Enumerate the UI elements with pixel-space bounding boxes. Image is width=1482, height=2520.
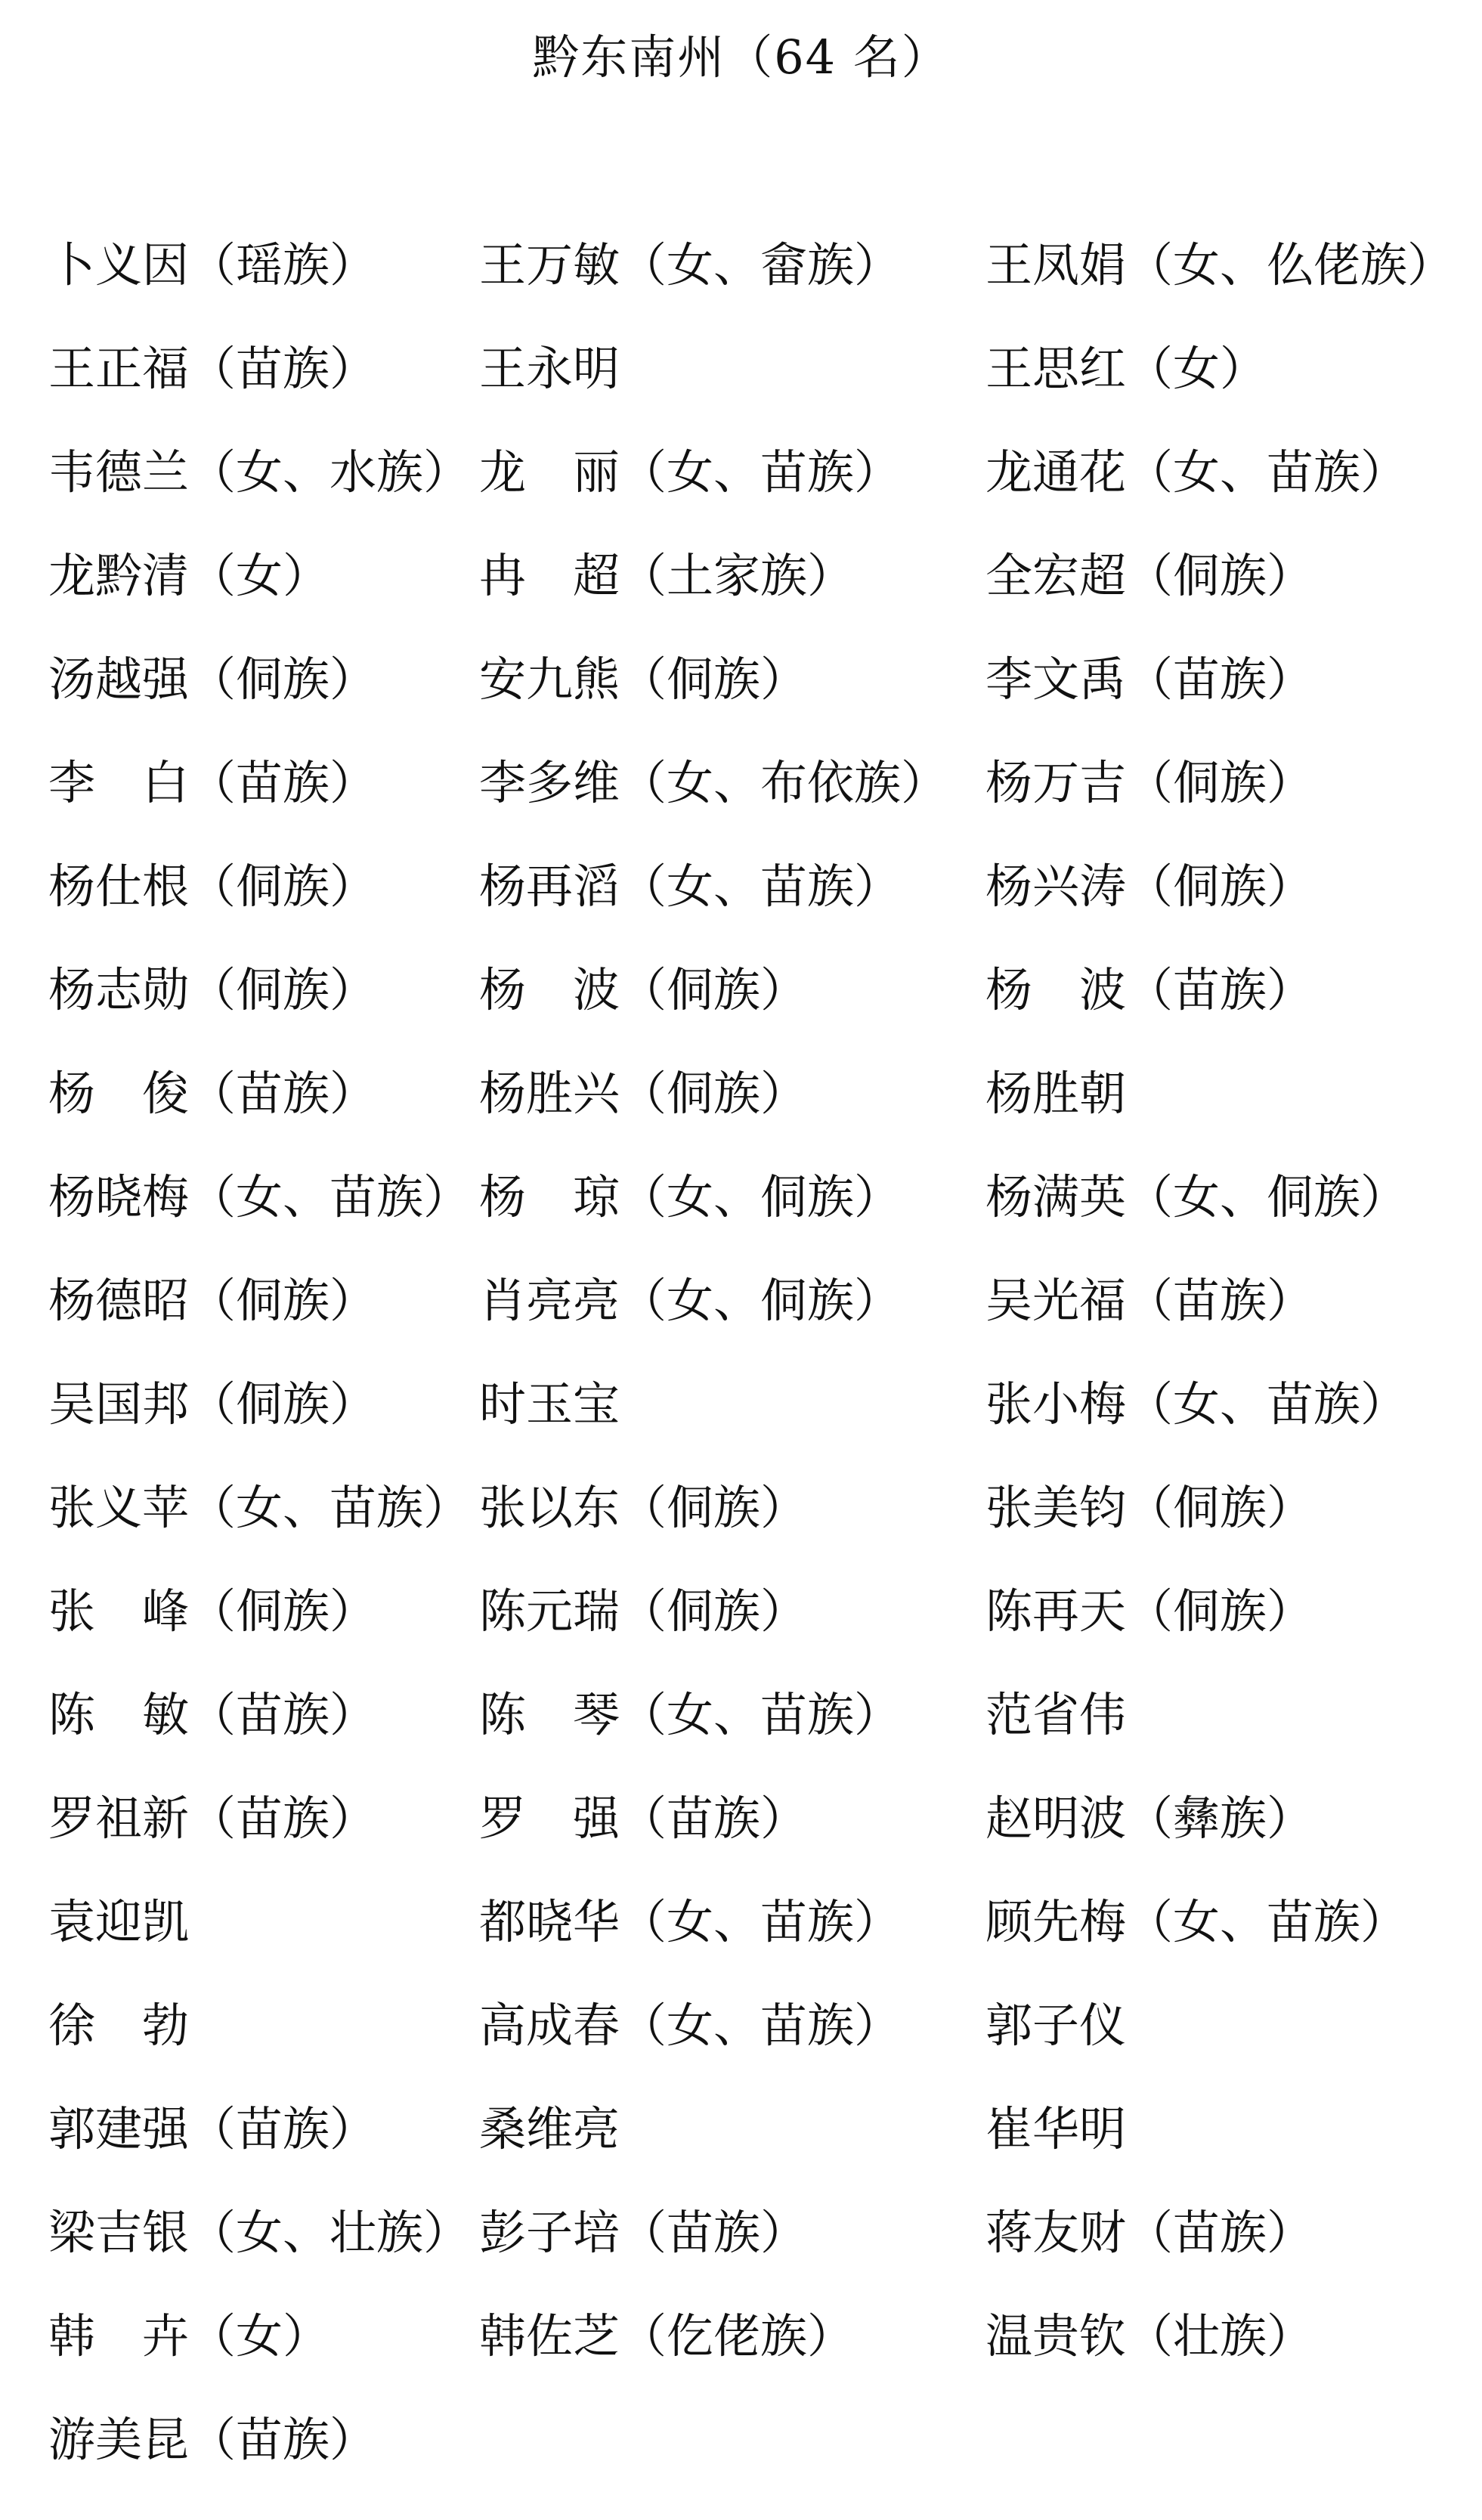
name-entry: 杨德昭（侗族）: [48, 1273, 377, 1328]
name-entry: 杨 琼（女、侗族）: [479, 1169, 902, 1224]
name-entry: 陈元瑞（侗族）: [479, 1584, 808, 1639]
name-entry: 张小梅（女、苗族）: [985, 1376, 1408, 1432]
page-title: 黔东南州（64 名）: [532, 29, 950, 85]
name-entry: 冉 超（土家族）: [479, 548, 855, 603]
name-row: [48, 962, 1454, 1070]
name-entry: 张义苹（女、苗族）: [48, 1480, 471, 1535]
name-entry: 杨再滔（女、苗族）: [479, 859, 902, 914]
name-row: [48, 2308, 1454, 2416]
name-entry: 高成春（女、苗族）: [479, 1998, 902, 2053]
name-row: [48, 2101, 1454, 2209]
name-row: [48, 1066, 1454, 1174]
name-entry: 赵明波（彝族）: [985, 1791, 1314, 1846]
name-entry: 杨志勋（侗族）: [48, 962, 377, 1017]
name-entry: 李文禹（苗族）: [985, 652, 1314, 707]
name-entry: 罗祖新（苗族）: [48, 1791, 377, 1846]
name-entry: 杨胜兴（侗族）: [479, 1066, 808, 1121]
name-row: [48, 444, 1454, 553]
name-entry: 王正福（苗族）: [48, 341, 377, 396]
name-entry: 张以东（侗族）: [479, 1480, 808, 1535]
name-row: [48, 1273, 1454, 1381]
name-entry: 游美昆（苗族）: [48, 2412, 377, 2467]
name-row: [48, 755, 1454, 863]
name-entry: 崔华明: [985, 2101, 1127, 2156]
name-entry: 梁吉银（女、壮族）: [48, 2205, 471, 2260]
name-row: [48, 1687, 1454, 1795]
name-entry: 温贵钦（壮族）: [985, 2308, 1314, 2364]
name-entry: 罗 强（苗族）: [479, 1791, 808, 1846]
name-entry: 袁迎凯: [48, 1894, 190, 1949]
name-row: [48, 859, 1454, 967]
name-entry: 吴光福（苗族）: [985, 1273, 1314, 1328]
name-entry: 张美钧（侗族）: [985, 1480, 1314, 1535]
name-row: [48, 652, 1454, 760]
name-entry: 肖亮亮（女、侗族）: [479, 1273, 902, 1328]
name-entry: 杨 波（苗族）: [985, 962, 1314, 1017]
name-row: [48, 1791, 1454, 1899]
name-entry: 杨万吉（侗族）: [985, 755, 1314, 810]
name-entry: 桑维亮: [479, 2101, 620, 2156]
name-entry: 王思红（女）: [985, 341, 1267, 396]
name-row: [48, 1376, 1454, 1484]
name-entry: 杨晓梅（女、苗族）: [48, 1169, 471, 1224]
name-entry: 龙黔清（女）: [48, 548, 330, 603]
name-row: [48, 2412, 1454, 2520]
name-entry: 陈再天（侗族）: [985, 1584, 1314, 1639]
name-entry: 李多维（女、布依族）: [479, 755, 948, 810]
name-entry: 郭建强（苗族）: [48, 2101, 377, 2156]
name-entry: 韦德兰（女、水族）: [48, 444, 471, 500]
name-entry: 杨 波（侗族）: [479, 962, 808, 1017]
name-row: [48, 1480, 1454, 1588]
name-entry: 时玉宝: [479, 1376, 620, 1432]
name-row: [48, 2205, 1454, 2313]
name-entry: 王万敏（女、畲族）: [479, 237, 902, 293]
name-row: [48, 1169, 1454, 1277]
name-entry: 陈 琴（女、苗族）: [479, 1687, 902, 1742]
name-row: [48, 1584, 1454, 1692]
name-entry: 韩 卉（女）: [48, 2308, 330, 2364]
name-entry: 李 白（苗族）: [48, 755, 377, 810]
name-entry: 韩佐芝（仡佬族）: [479, 2308, 855, 2364]
name-entry: 龙 丽（女、苗族）: [479, 444, 902, 500]
name-entry: 陈 敏（苗族）: [48, 1687, 377, 1742]
name-row: [48, 548, 1454, 656]
name-entry: 蒋友财（苗族）: [985, 2205, 1314, 2260]
name-entry: 徐 勃: [48, 1998, 190, 2053]
name-entry: 全宏超（侗族）: [985, 548, 1314, 603]
name-entry: 彭子培（苗族）: [479, 2205, 808, 2260]
name-entry: 王凤娟（女、仫佬族）: [985, 237, 1455, 293]
name-entry: 吴国邦（侗族）: [48, 1376, 377, 1432]
name-entry: 范省伟: [985, 1687, 1127, 1742]
name-row: [48, 1894, 1454, 2002]
name-entry: 龙通花（女、苗族）: [985, 444, 1408, 500]
name-entry: 杨胜朝: [985, 1066, 1127, 1121]
name-entry: 郭子仪: [985, 1998, 1127, 2053]
name-entry: 都晓华（女、苗族）: [479, 1894, 902, 1949]
name-row: [48, 1998, 1454, 2106]
name-entry: 杨兴涛（侗族）: [985, 859, 1314, 914]
name-row: [48, 237, 1455, 345]
name-entry: 杨 俊（苗族）: [48, 1066, 377, 1121]
name-row: [48, 341, 1454, 449]
name-entry: 张 峰（侗族）: [48, 1584, 377, 1639]
name-entry: 安九熊（侗族）: [479, 652, 808, 707]
name-list: [48, 237, 1455, 2520]
name-entry: 王永明: [479, 341, 620, 396]
name-entry: 顾先梅（女、苗族）: [985, 1894, 1408, 1949]
name-entry: 杨满英（女、侗族）: [985, 1169, 1408, 1224]
name-entry: 卜义因（瑶族）: [48, 237, 377, 293]
name-entry: 杨仕根（侗族）: [48, 859, 377, 914]
name-entry: 汤越强（侗族）: [48, 652, 377, 707]
